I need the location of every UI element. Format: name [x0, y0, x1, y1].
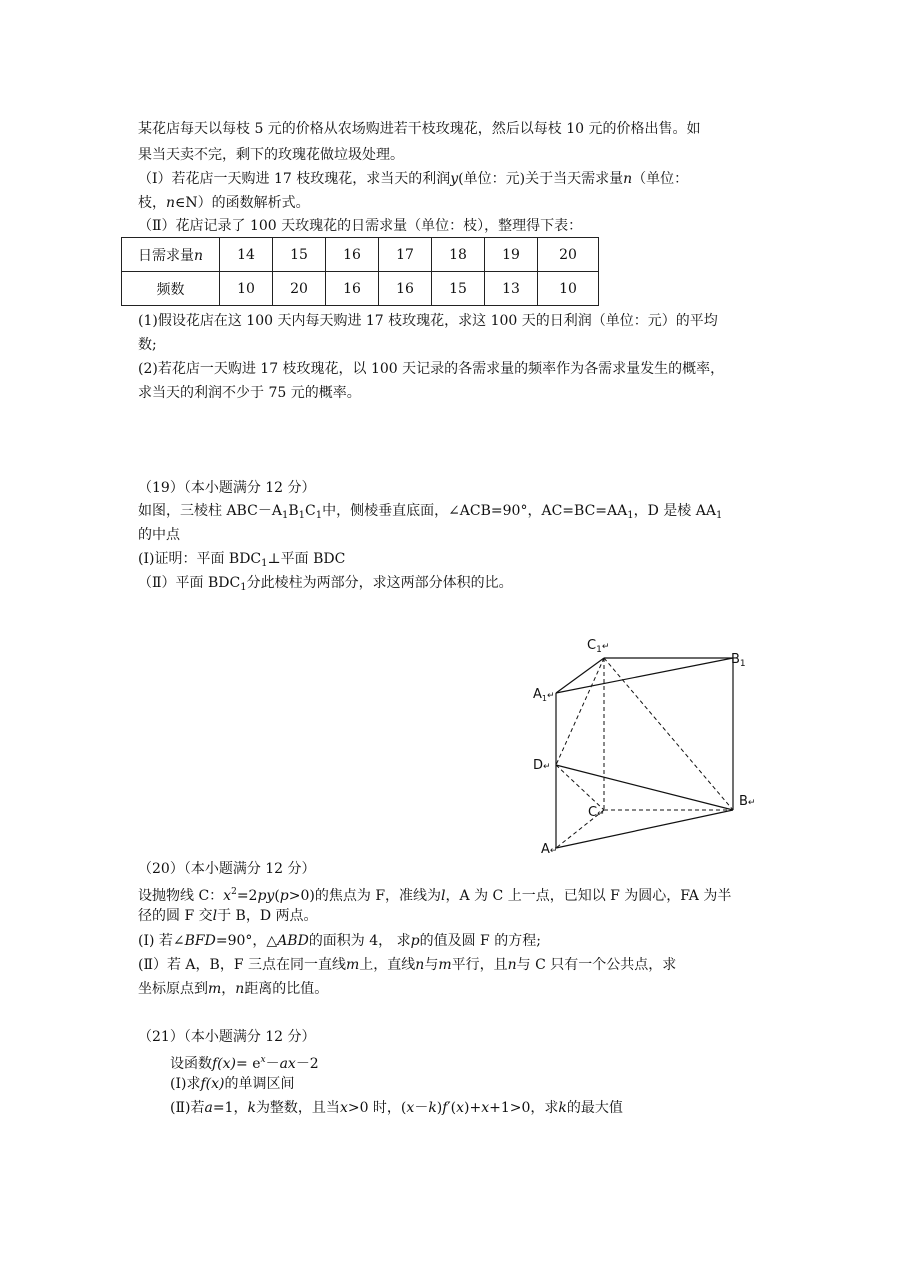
table-cell: 15	[273, 238, 326, 272]
edge-d-c-hidden	[556, 765, 604, 810]
problem21-header: （21）（本小题满分 12 分）	[138, 1029, 316, 1045]
label-b: B↵	[739, 794, 756, 809]
question2-line1: (2)若花店一天购进 17 枝玫瑰花，以 100 天记录的各需求量的频率作为各需求量发生的概率，	[138, 361, 725, 377]
problem19-line2: 的中点	[138, 527, 180, 543]
label-c1: $C_1^↵$	[587, 638, 610, 655]
label-a: A↵	[541, 842, 558, 857]
problem19-part2: （Ⅱ）平面 $BDC_1$分此棱柱为两部分，求这两部分体积的比。	[138, 575, 513, 593]
problem20-part2-line1: (Ⅱ）若 A，B，F 三点在同一直线m上，直线n与m平行，且n与 C 只有一个公共点，求	[138, 957, 677, 973]
problem18-part1-line1: （Ⅰ）若花店一天购进 17 枝玫瑰花，求当天的利润y(单位：元)关于当天需求量n（单位：	[138, 171, 689, 187]
question1-line1: (1)假设花店在这 100 天内每天购进 17 枝玫瑰花，求这 100 天的日利润（单位：元）的平均	[138, 313, 718, 329]
problem18-part2-line: （Ⅱ）花店记录了 100 天玫瑰花的日需求量（单位：枝），整理得下表：	[138, 218, 583, 234]
question2-line2: 求当天的利润不少于 75 元的概率。	[138, 385, 361, 401]
table-row-demand	[122, 238, 599, 272]
problem21-line1: 设函数$f(x)= e^x-ax-2$	[170, 1055, 319, 1072]
table-row-label: 日需求量n	[122, 238, 220, 272]
demand-frequency-table	[121, 237, 599, 306]
table-cell: 10	[220, 272, 273, 306]
table-cell: 19	[485, 238, 538, 272]
table-cell: 15	[432, 272, 485, 306]
edge-a-b	[556, 810, 733, 848]
table-cell: 18	[432, 238, 485, 272]
table-cell: 20	[273, 272, 326, 306]
problem20-part2-line2: 坐标原点到m，n距离的比值。	[138, 981, 329, 997]
prism-figure	[525, 630, 765, 860]
problem19-part1: (Ⅰ)证明：平面 $BDC_1\perp$平面 BDC	[138, 551, 346, 569]
problem21-part1: (Ⅰ)求f(x)的单调区间	[170, 1076, 295, 1092]
table-cell: 10	[538, 272, 599, 306]
label-b1: $B_1$	[731, 652, 746, 669]
table-cell: 14	[220, 238, 273, 272]
table-cell: 16	[379, 272, 432, 306]
edge-c1-b-hidden	[604, 658, 733, 810]
edge-a1-b1	[556, 658, 733, 693]
table-cell: 13	[485, 272, 538, 306]
table-cell: 16	[326, 272, 379, 306]
table-cell: 16	[326, 238, 379, 272]
edge-c1-d-hidden	[556, 658, 604, 765]
problem18-line1: 某花店每天以每枝 5 元的价格从农场购进若干枝玫瑰花，然后以每枝 10 元的价格出售。如	[138, 121, 701, 137]
table-cell: 17	[379, 238, 432, 272]
problem18-part1-line2: 枝，n∈N）的函数解析式。	[138, 195, 310, 211]
table-row-label: 频数	[122, 272, 220, 306]
problem20-part1: (I) 若∠BFD=90°，△ABD的面积为 4， 求p的值及圆 F 的方程;	[138, 933, 541, 949]
table-row-frequency	[122, 272, 599, 306]
table-cell: 20	[538, 238, 599, 272]
problem21-part2: (Ⅱ)若a=1，k为整数，且当x>0 时，(x－k)f′(x)+x+1>0，求k的最大值	[170, 1100, 623, 1116]
problem20-line2: 径的圆 F 交l于 B，D 两点。	[138, 908, 318, 924]
problem19-header: （19）（本小题满分 12 分）	[138, 480, 316, 496]
problem20-header: （20）（本小题满分 12 分）	[138, 861, 316, 877]
problem19-line1: 如图，三棱柱 $ABC-A_1B_1C_1$中，侧棱垂直底面，∠ACB=90°，$AC=BC=AA_1$，D 是棱 $AA_1$	[138, 503, 723, 521]
problem18-line2: 果当天卖不完，剩下的玫瑰花做垃圾处理。	[138, 147, 404, 163]
problem20-line1: 设抛物线 C：$x^2=2py(p>0)$的焦点为 F，准线为l，A 为 C 上一点，已知以 F 为圆心，FA 为半	[138, 887, 732, 904]
label-d: D↵	[533, 758, 551, 773]
question1-line2: 数;	[138, 337, 157, 353]
label-c: C↵	[588, 805, 605, 820]
edge-d-b	[556, 765, 733, 810]
label-a1: $A_1^↵$	[533, 687, 555, 703]
